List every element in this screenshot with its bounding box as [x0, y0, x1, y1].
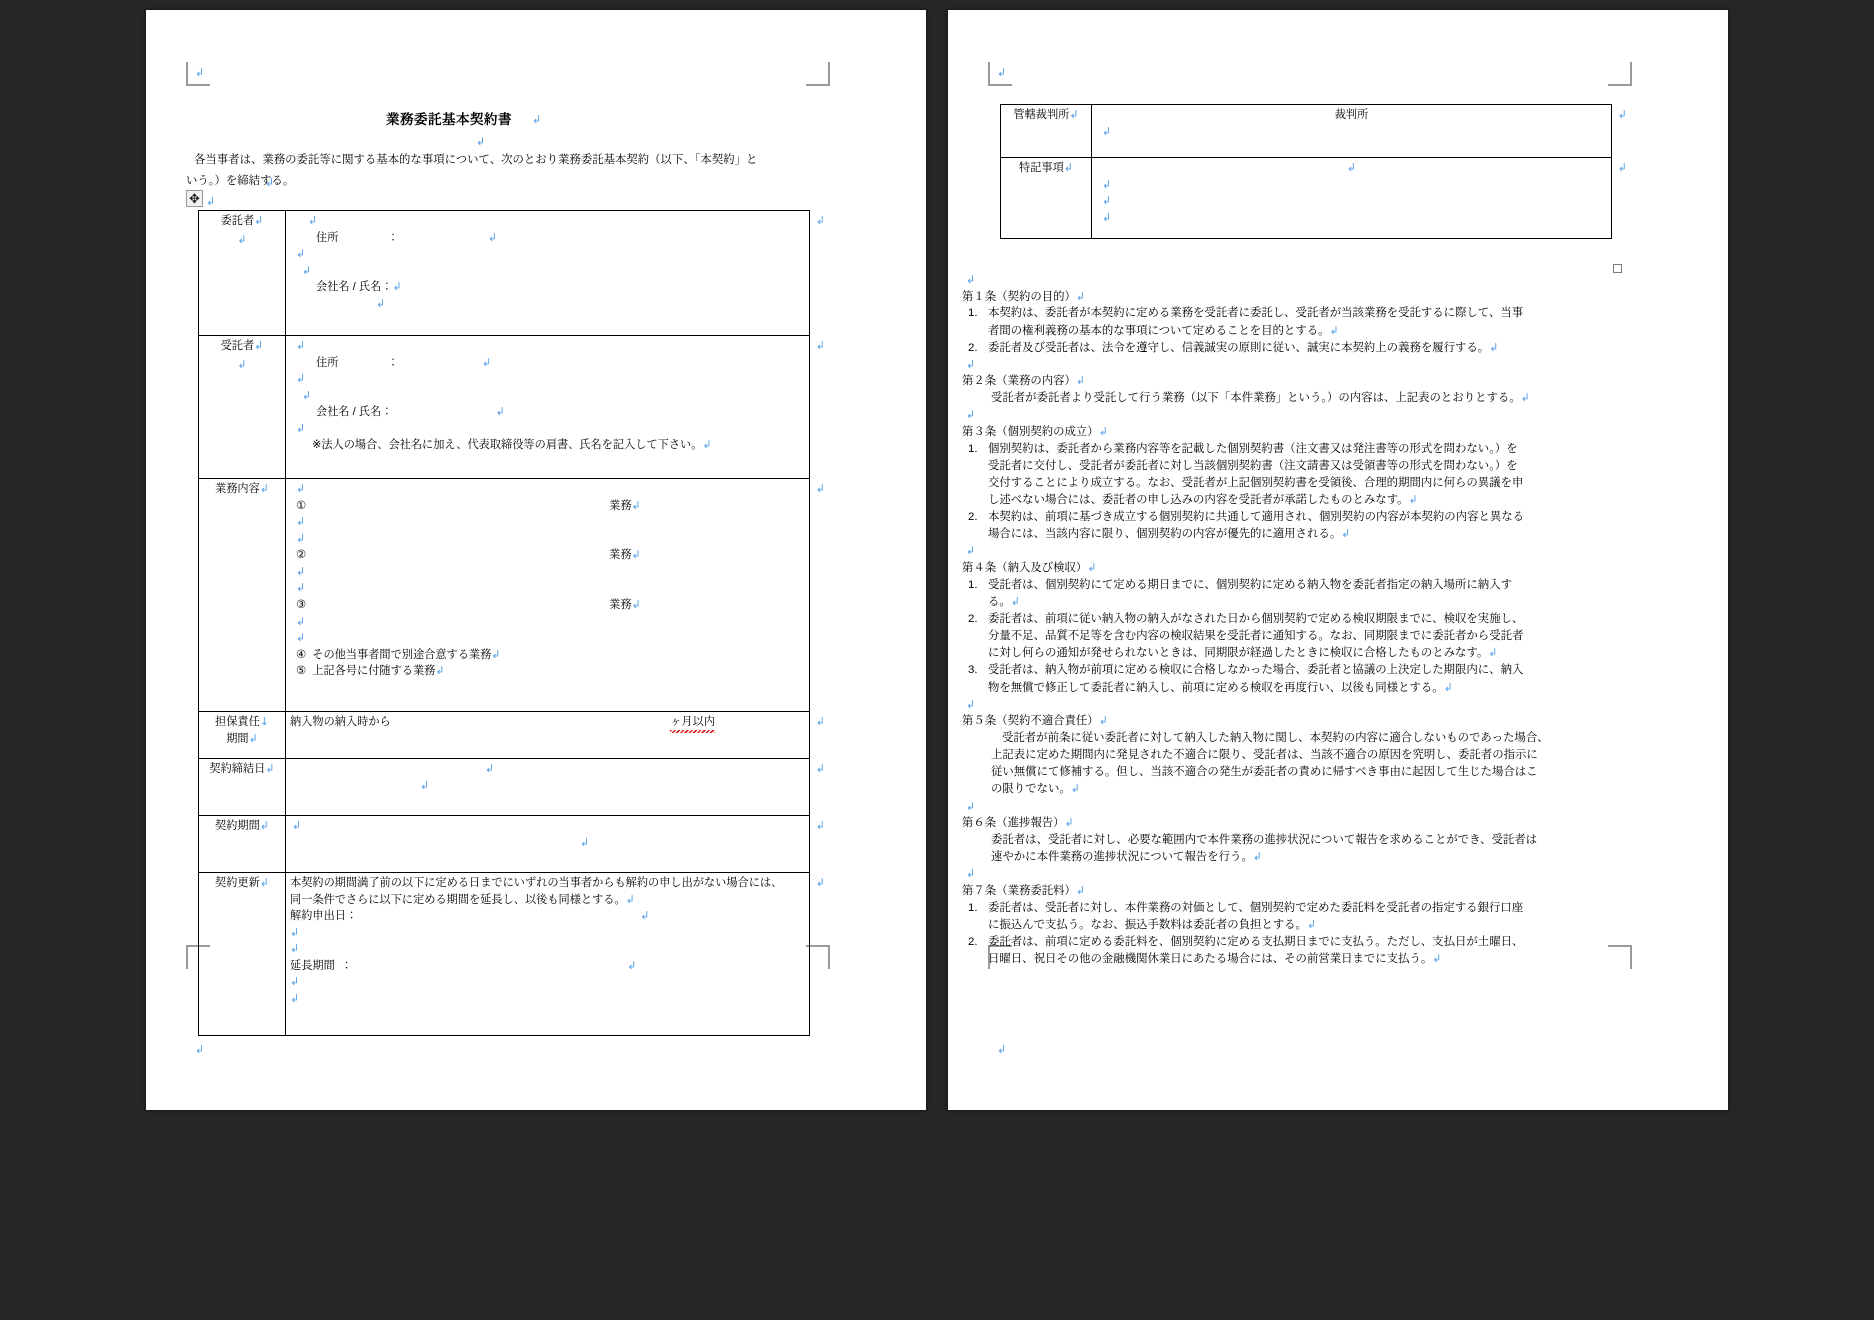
- table-row-contract-period[interactable]: [199, 816, 810, 873]
- paragraph-mark: [1102, 125, 1111, 138]
- row-end-mark: [1618, 160, 1627, 176]
- field-colon: ：: [345, 910, 358, 923]
- article-heading: 第３条（個別契約の成立）: [962, 425, 1099, 438]
- paragraph-mark: [296, 372, 305, 385]
- renewal-field-extension-period: 延長期間: [290, 959, 335, 972]
- paragraph-mark: [580, 836, 589, 849]
- article-2: [962, 373, 1622, 424]
- field-colon: ：: [340, 959, 353, 972]
- item-number: 1.: [968, 307, 978, 320]
- paragraph-mark: [491, 648, 500, 661]
- paragraph-mark: [966, 408, 975, 421]
- item-line: る。: [988, 596, 1011, 609]
- row-label-conclusion-date: [199, 759, 286, 816]
- line-break-mark: [260, 715, 269, 728]
- paragraph-mark: [435, 664, 444, 677]
- article-item: [962, 900, 1622, 934]
- paragraph-mark: [302, 264, 311, 277]
- paragraph-mark: [290, 975, 299, 988]
- row-value-special-notes[interactable]: [1092, 158, 1612, 239]
- paragraph-mark: [296, 422, 305, 435]
- jurisdiction-court-value: 裁判所: [1334, 109, 1369, 121]
- label-text: 委託者: [220, 215, 255, 227]
- paragraph-mark: [1087, 561, 1096, 574]
- paragraph-mark: [1444, 681, 1453, 694]
- paragraph-mark: [1071, 782, 1080, 795]
- label-text: 契約更新: [215, 877, 260, 889]
- document-page-1[interactable]: [146, 10, 926, 1110]
- paragraph-mark: [296, 339, 305, 352]
- work-item-text: 上記各号に付随する業務: [312, 665, 436, 678]
- field-label-address: 住所: [316, 231, 339, 244]
- work-item-4: [290, 647, 805, 664]
- article-heading: 第６条（進捗報告）: [962, 817, 1065, 830]
- item-number: 2.: [968, 613, 978, 626]
- article-7: [962, 883, 1622, 968]
- item-line: 受託者は、個別契約にて定める期日までに、個別契約に定める納入物を委託者指定の納入場所に納入す: [988, 578, 1512, 591]
- paragraph-mark: [1076, 290, 1085, 303]
- paragraph-mark: [296, 581, 305, 594]
- paragraph-mark: [290, 942, 299, 955]
- paragraph-mark: [1347, 161, 1356, 174]
- row-value-conclusion-date[interactable]: [286, 759, 810, 816]
- crop-mark-top-right: [1608, 62, 1632, 86]
- item-line: 物を無償で修正して委託者に納入し、前項に定める検収を再度行い、以後も同様とする。: [988, 681, 1444, 694]
- work-item-5: [290, 663, 805, 680]
- paragraph-mark: [1011, 595, 1020, 608]
- paragraph-mark: [632, 499, 641, 512]
- paragraph-mark: [260, 876, 269, 889]
- paragraph-mark: [1253, 850, 1262, 863]
- row-label-contract-period: [199, 816, 286, 873]
- label-text: 契約期間: [215, 820, 260, 832]
- article-paragraph-line: 受託者が委託者より受託して行う業務（以下「本件業務」という。）の内容は、上記表のとおりとする。: [991, 392, 1521, 405]
- article-item: [962, 441, 1622, 509]
- paragraph-mark: [496, 405, 505, 418]
- item-number: 2.: [968, 935, 978, 948]
- article-item: [962, 577, 1622, 611]
- paragraph-mark: [627, 959, 636, 972]
- label-text: 受託者: [220, 340, 255, 352]
- label-text: 管轄裁判所: [1013, 109, 1070, 121]
- table-row-work-description[interactable]: [199, 479, 810, 712]
- field-label-company-name: 会社名 / 氏名: [316, 281, 382, 294]
- article-item: [962, 340, 1622, 357]
- table-row-contractor[interactable]: [199, 336, 810, 479]
- article-item: [962, 934, 1622, 968]
- row-label-contract-renewal: [199, 873, 286, 1036]
- row-end-mark: [816, 338, 825, 354]
- paragraph-mark: [302, 389, 311, 402]
- paragraph-mark: [1102, 194, 1111, 207]
- paragraph-mark: [1341, 527, 1350, 540]
- paragraph-mark: [237, 233, 246, 246]
- article-heading: 第２条（業務の内容）: [962, 375, 1076, 388]
- paragraph-mark: [1330, 324, 1339, 337]
- item-line: 本契約は、前項に基づき成立する個別契約に共通して適用され、個別契約の内容が本契約の内容と異なる: [988, 511, 1525, 524]
- field-label-address: 住所: [316, 356, 339, 369]
- page-1-content: [146, 10, 926, 1110]
- warranty-left-text: 納入物の納入時から: [290, 716, 391, 728]
- article-paragraph-line: 従い無償にて修補する。但し、当該不適合の発生が委託者の責めに帰すべき事由に起因して生じた場合はこ: [991, 766, 1538, 779]
- paragraph-mark: [296, 482, 305, 495]
- row-label-consignor: [199, 211, 286, 336]
- paragraph-mark: [966, 544, 975, 557]
- article-4: [962, 560, 1622, 713]
- paragraph-mark: [966, 698, 975, 711]
- paragraph-mark: [1432, 952, 1441, 965]
- document-page-2[interactable]: [948, 10, 1728, 1110]
- row-value-contract-renewal[interactable]: [286, 873, 810, 1036]
- paragraph-mark: [206, 194, 215, 210]
- item-number: 1.: [968, 442, 978, 455]
- paragraph-mark: [260, 482, 269, 495]
- paragraph-mark: [482, 356, 491, 369]
- row-value-jurisdiction-court[interactable]: [1092, 105, 1612, 158]
- row-value-work-description[interactable]: [286, 479, 810, 712]
- item-line: 場合には、当該内容に限り、個別契約の内容が優先的に適用される。: [988, 528, 1342, 541]
- paragraph-mark: [265, 762, 274, 775]
- page-title: 業務委託基本契約書: [386, 112, 512, 127]
- article-paragraph-line: 速やかに本件業務の進捗状況について報告を行う。: [991, 851, 1253, 864]
- paragraph-mark: [476, 134, 485, 150]
- article-heading: 第５条（契約不適合責任）: [962, 715, 1099, 728]
- intro-line-1: 各当事者は、業務の委託等に関する基本的な事項について、次のとおり業務委託基本契約（以下、「本契約」と: [194, 154, 758, 166]
- paragraph-mark: [1076, 884, 1085, 897]
- renewal-field-cancel-date: 解約申出日: [290, 910, 346, 923]
- paragraph-mark: [265, 175, 274, 191]
- row-value-warranty-period[interactable]: [286, 712, 810, 759]
- item-line: 委託者は、受託者に対し、本件業務の対価として、個別契約で定めた委託料を受託者の指定する銀行口座: [988, 901, 1524, 914]
- row-end-mark: [1618, 107, 1627, 123]
- item-line: 個別契約は、委託者から業務内容等を記載した個別契約書（注文書又は発注書等の形式を問わない。）を: [988, 442, 1518, 455]
- row-label-jurisdiction-court: [1001, 105, 1092, 158]
- paragraph-mark: [1064, 161, 1073, 174]
- intro-line-2: いう。）を締結する。: [186, 175, 295, 187]
- paragraph-mark: [1102, 178, 1111, 191]
- paragraph-mark: [290, 992, 299, 1005]
- jurisdiction-table[interactable]: [1000, 104, 1612, 239]
- row-end-mark: [816, 818, 825, 834]
- paragraph-mark: [290, 926, 299, 939]
- paragraph-mark: [195, 65, 204, 81]
- work-item-number: ②: [296, 549, 307, 562]
- item-number: 1.: [968, 578, 978, 591]
- row-value-contract-period[interactable]: [286, 816, 810, 873]
- item-line: 交付することにより成立する。なお、受託者が上記個別契約書を受領後、合理的期間内に何らの異議を申: [988, 477, 1524, 490]
- paragraph-mark: [376, 297, 385, 310]
- paragraph-mark: [966, 273, 975, 286]
- row-end-mark: [816, 481, 825, 497]
- article-item: [962, 611, 1622, 662]
- paragraph-mark: [296, 631, 305, 644]
- paragraph-mark: [1065, 816, 1074, 829]
- renewal-line-1: 本契約の期間満了前の以下に定める日までにいずれの当事者からも解約の申し出がない場合には、: [290, 877, 783, 889]
- paragraph-mark: [632, 548, 641, 561]
- paragraph-mark: [254, 214, 263, 227]
- item-line: 委託者及び受託者は、法令を遵守し、信義誠実の原則に従い、誠実に本契約上の義務を履行する。: [988, 341, 1490, 354]
- item-line: 受託者に交付し、受託者が委託者に対し当該個別契約書（注文請書又は受領書等の形式を問わない。）を: [988, 459, 1518, 472]
- label-text: 特記事項: [1019, 162, 1064, 174]
- paragraph-mark: [702, 438, 711, 451]
- article-paragraph-line: の限りでない。: [991, 783, 1071, 796]
- work-item-number: ①: [296, 499, 307, 512]
- paragraph-mark: [292, 819, 301, 832]
- article-6: [962, 815, 1622, 883]
- table-row-warranty-period[interactable]: [199, 712, 810, 759]
- work-item-number: ⑤: [296, 665, 307, 678]
- paragraph-mark: [420, 779, 429, 792]
- page-2-content: [948, 10, 1728, 1110]
- table-move-handle-icon[interactable]: ✥: [186, 190, 203, 207]
- paragraph-mark: [249, 732, 258, 745]
- article-1: [962, 289, 1622, 374]
- item-line: 日曜日、祝日その他の金融機関休業日にあたる場合には、その前営業日までに支払う。: [988, 953, 1433, 966]
- row-end-mark: [816, 213, 825, 229]
- paragraph-mark: [260, 819, 269, 832]
- paragraph-mark: [640, 909, 649, 922]
- article-paragraph-line: 委託者は、受託者に対し、必要な範囲内で本件業務の進捗状況について報告を求めることができ、受託者は: [991, 834, 1538, 847]
- item-line: 受託者は、納入物が前項に定める検収に合格しなかった場合、委託者と協議の上決定した期限内に、納入: [988, 664, 1524, 677]
- row-label-warranty-period: [199, 712, 286, 759]
- article-5: [962, 713, 1622, 815]
- row-end-mark: [816, 761, 825, 777]
- label-text-line1: 担保責任: [215, 716, 260, 728]
- table-row-contract-renewal[interactable]: [199, 873, 810, 1036]
- item-line: に対し何らの通知が発せられないときは、同期限が経過したときに検収に合格したものとみなす。: [988, 647, 1489, 660]
- paragraph-mark: [296, 247, 305, 260]
- article-3: [962, 424, 1622, 560]
- field-label-company-name: 会社名 / 氏名: [316, 406, 382, 419]
- item-line: 委託者は、前項に定める委託料を、個別契約に定める支払期日までに支払う。ただし、支払日が土曜日、: [988, 935, 1524, 948]
- contractor-note: ※法人の場合、会社名に加え、代表取締役等の肩書、氏名を記入して下さい。: [312, 439, 703, 452]
- work-item-number: ③: [296, 599, 307, 612]
- work-item-suffix: 業務: [609, 499, 632, 512]
- field-colon: ：: [381, 281, 393, 294]
- item-line: 委託者は、前項に従い納入物の納入がなされた日から個別契約で定める検収期限までに、検収を実施し、: [988, 613, 1524, 626]
- paragraph-mark: [237, 358, 246, 371]
- row-label-special-notes: [1001, 158, 1092, 239]
- work-item-suffix: 業務: [609, 549, 632, 562]
- paragraph-mark: [254, 339, 263, 352]
- label-text: 契約締結日: [209, 763, 266, 775]
- paragraph-mark: [626, 893, 635, 906]
- paragraph-mark: [1099, 425, 1108, 438]
- field-colon: ：: [387, 231, 399, 244]
- paragraph-mark: [1489, 341, 1498, 354]
- paragraph-mark: [1099, 714, 1108, 727]
- warranty-right-text: ヶ月以内: [670, 714, 715, 731]
- label-text: 業務内容: [215, 483, 260, 495]
- table-row-consignor[interactable]: [199, 211, 810, 336]
- paragraph-mark: [1069, 108, 1078, 121]
- article-heading: 第７条（業務委託料）: [962, 884, 1076, 897]
- crop-mark-top-right: [806, 62, 830, 86]
- contract-form-table[interactable]: [198, 210, 810, 1036]
- row-value-consignor[interactable]: [286, 211, 810, 336]
- row-label-work-description: [199, 479, 286, 712]
- jurisdiction-table-wrapper: [1000, 104, 1612, 239]
- table-row-conclusion-date[interactable]: [199, 759, 810, 816]
- row-label-contractor: [199, 336, 286, 479]
- item-line: に振込んで支払う。なお、振込手数料は委託者の負担とする。: [988, 918, 1307, 931]
- table-row-special-notes[interactable]: [1001, 158, 1612, 239]
- paragraph-mark: [296, 615, 305, 628]
- paragraph-mark: [195, 1042, 204, 1058]
- paragraph-mark: [532, 112, 541, 128]
- paragraph-mark: [997, 1042, 1006, 1058]
- label-text-line2: 期間: [226, 732, 249, 745]
- paragraph-mark: [966, 800, 975, 813]
- work-item-text: その他当事者間で別途合意する業務: [312, 648, 492, 661]
- article-item: [962, 509, 1622, 543]
- paragraph-mark: [632, 598, 641, 611]
- item-line: し述べない場合には、委託者の申し込みの内容を受託者が承諾したものとみなす。: [988, 494, 1409, 507]
- paragraph-mark: [296, 515, 305, 528]
- work-item-2: [290, 547, 805, 564]
- paragraph-mark: [1409, 493, 1418, 506]
- row-end-mark: [816, 714, 825, 730]
- article-paragraph-line: 受託者が前条に従い委託者に対して納入した納入物に関し、本契約の内容に適合しないものであった場合、: [1002, 732, 1549, 745]
- item-number: 1.: [968, 901, 978, 914]
- item-number: 3.: [968, 664, 978, 677]
- paragraph-mark: [488, 231, 497, 244]
- article-item: [962, 305, 1622, 339]
- article-heading: 第１条（契約の目的）: [962, 290, 1076, 303]
- table-row-jurisdiction-court[interactable]: [1001, 105, 1612, 158]
- paragraph-mark: [1076, 374, 1085, 387]
- articles-container: [962, 272, 1622, 968]
- paragraph-mark: [997, 65, 1006, 81]
- contract-form-table-wrapper: [198, 210, 810, 1036]
- item-line: 本契約は、委託者が本契約に定める業務を受託者に委託し、受託者が当該業務を受託するに際して、当事: [988, 307, 1524, 320]
- paragraph-mark: [1488, 646, 1497, 659]
- field-colon: ：: [381, 406, 393, 419]
- paragraph-mark: [1102, 211, 1111, 224]
- article-heading: 第４条（納入及び検収）: [962, 562, 1088, 575]
- work-item-suffix: 業務: [609, 599, 632, 612]
- paragraph-mark: [966, 358, 975, 371]
- item-number: 2.: [968, 511, 978, 524]
- row-end-mark: [816, 875, 825, 891]
- paragraph-mark: [1521, 391, 1530, 404]
- item-number: 2.: [968, 341, 978, 354]
- work-item-number: ④: [296, 648, 307, 661]
- work-item-1: [290, 498, 805, 515]
- article-paragraph-line: 上記表に定めた期間内に発見された不適合に限り、受託者は、当該不適合の原因を究明し、委託者の指示に: [991, 749, 1538, 762]
- paragraph-mark: [392, 280, 401, 293]
- work-item-3: [290, 597, 805, 614]
- item-line: 分量不足、品質不足等を含む内容の検収結果を受託者に通知する。なお、同期限までに委託者から受託者: [988, 630, 1524, 643]
- paragraph-mark: [296, 565, 305, 578]
- field-colon: ：: [387, 356, 399, 369]
- row-value-contractor[interactable]: [286, 336, 810, 479]
- paragraph-mark: [966, 867, 975, 880]
- paragraph-mark: [485, 762, 494, 775]
- paragraph-mark: [308, 214, 317, 227]
- renewal-line-2: 同一条件でさらに以下に定める期間を延長し、以後も同様とする。: [290, 893, 626, 906]
- paragraph-mark: [296, 532, 305, 545]
- article-item: [962, 662, 1622, 696]
- paragraph-mark: [1307, 918, 1316, 931]
- item-line: 者間の権利義務の基本的な事項について定めることを目的とする。: [988, 324, 1330, 337]
